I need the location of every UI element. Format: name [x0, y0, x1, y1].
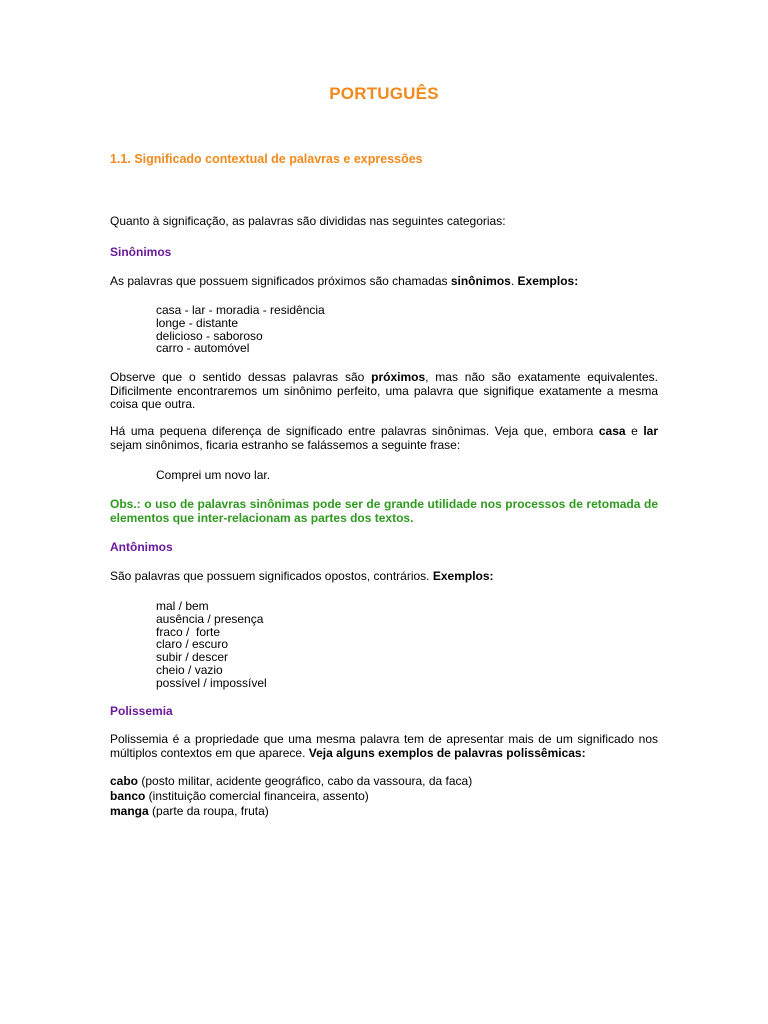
list-item: ausência / presença	[156, 611, 264, 626]
polissemia-heading: Polissemia	[110, 704, 173, 718]
sinonimos-examples-list	[156, 304, 325, 355]
polissemia-examples-label: Veja alguns exemplos de palavras polissêmicas:	[308, 745, 586, 760]
sinonimos-definition	[110, 275, 658, 289]
sinonimos-definition-sep: .	[510, 274, 518, 288]
list-item	[110, 804, 472, 819]
section-heading: 1.1. Significado contextual de palavras e expressões	[110, 152, 423, 166]
antonimos-examples-label: Exemplos:	[432, 569, 494, 583]
intro-paragraph: Quanto à significação, as palavras são divididas nas seguintes categorias:	[110, 214, 506, 228]
difference-bold-casa: casa	[598, 424, 626, 438]
list-item: longe - distante	[156, 315, 239, 330]
observation-text: Observe que o sentido dessas palavras são	[110, 370, 372, 384]
example-sentence: Comprei um novo lar.	[156, 468, 271, 482]
polissemia-examples-list	[110, 774, 472, 819]
polysemous-word: banco	[110, 789, 146, 803]
antonimos-examples-list	[156, 600, 267, 690]
sinonimos-observation	[110, 371, 658, 412]
observation-bold: próximos	[371, 370, 426, 384]
page-title: PORTUGUÊS	[329, 84, 439, 103]
list-item	[110, 774, 472, 789]
sinonimos-bold-term: sinônimos	[450, 274, 511, 288]
observation-text-end: , mas não são exatamente equivalentes. Dificilmente encontraremos um sinônimo perfeito, uma palavra que signifique exatamente a mesma coisa que outra.	[110, 370, 658, 411]
antonimos-definition-text: São palavras que possuem significados opostos, contrários.	[110, 569, 433, 583]
sinonimos-heading: Sinônimos	[110, 245, 172, 259]
list-item: possível / impossível	[156, 675, 267, 690]
sinonimos-note: Obs.: o uso de palavras sinônimas pode ser de grande utilidade nos processos de retomada de elementos que inter-relacionam as partes dos textos.	[110, 497, 658, 525]
polysemous-word: manga	[110, 804, 149, 818]
list-item: subir / descer	[156, 650, 229, 665]
list-item: mal / bem	[156, 599, 209, 613]
antonimos-heading: Antônimos	[110, 540, 173, 554]
sinonimos-examples-label: Exemplos:	[517, 274, 579, 288]
polissemia-definition-text: Polissemia é a propriedade que uma mesma palavra tem de apresentar mais de um significado nos múltiplos contextos em que aparece.	[110, 732, 658, 760]
sinonimos-definition-text: As palavras que possuem significados próximos são chamadas	[110, 274, 451, 288]
word-meanings: (instituição comercial financeira, assento)	[145, 789, 369, 803]
list-item: delicioso - saboroso	[156, 328, 263, 343]
list-item: claro / escuro	[156, 637, 229, 652]
list-item: fraco / forte	[156, 624, 221, 639]
list-item: carro - automóvel	[156, 341, 250, 356]
word-meanings: (parte da roupa, fruta)	[148, 804, 269, 818]
list-item: cheio / vazio	[156, 662, 223, 677]
antonimos-definition	[110, 570, 658, 584]
polysemous-word: cabo	[110, 774, 139, 788]
sinonimos-difference	[110, 425, 658, 452]
difference-text-e: e	[625, 424, 644, 438]
difference-text-end: sejam sinônimos, ficaria estranho se falássemos a seguinte frase:	[110, 437, 461, 452]
list-item: casa - lar - moradia - residência	[156, 303, 325, 317]
difference-bold-lar: lar	[643, 424, 659, 438]
polissemia-definition	[110, 733, 658, 760]
difference-text: Há uma pequena diferença de significado entre palavras sinônimas. Veja que, embora	[110, 424, 599, 438]
list-item	[110, 789, 472, 804]
word-meanings: (posto militar, acidente geográfico, cabo da vassoura, da faca)	[138, 774, 473, 788]
